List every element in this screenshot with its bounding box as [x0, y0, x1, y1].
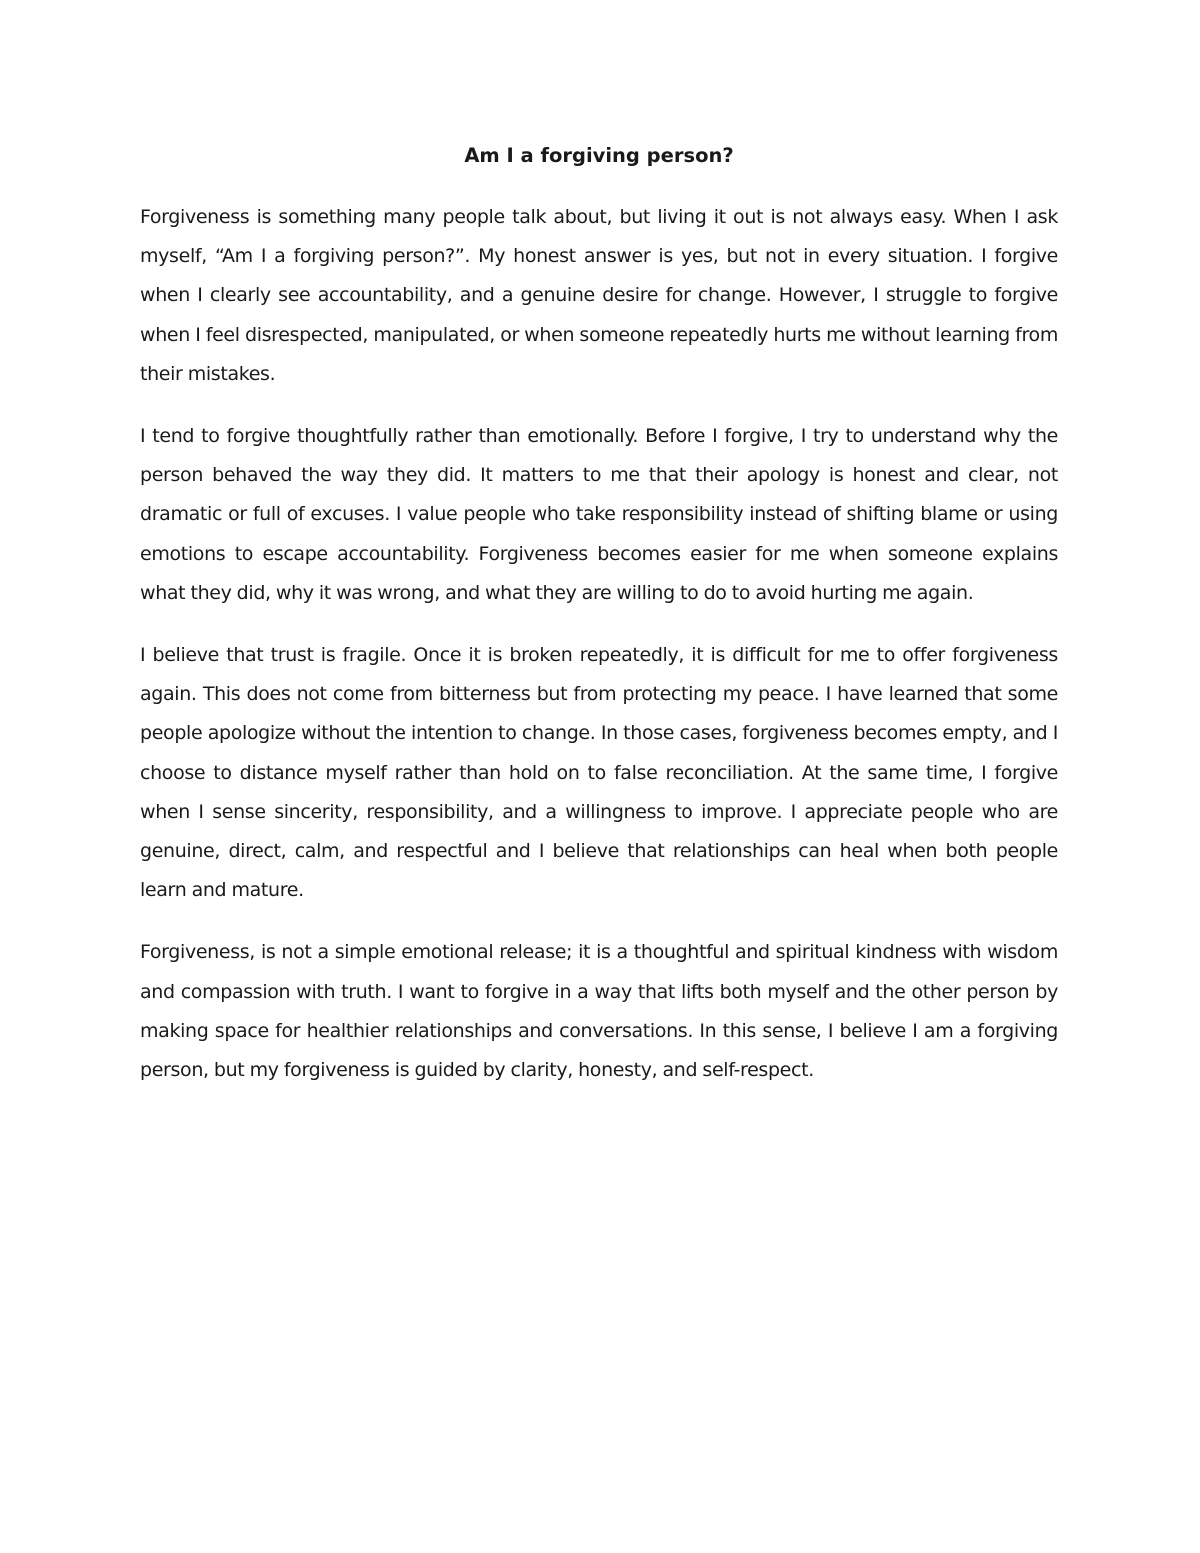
- document-title: Am I a forgiving person?: [464, 144, 734, 167]
- paragraph-1: Forgiveness is something many people talk about, but living it out is not always easy. When I ask myself, “Am I a forgiving person?”. My honest answer is yes, but not in every situation. I forgive when I clearly see accountability, and a genuine desire for change. However, I struggle to forgive when I feel disrespected, manipulated, or when someone repeatedly hurts me without learning from their mistakes.: [140, 206, 1058, 385]
- paragraph-4: Forgiveness, is not a simple emotional release; it is a thoughtful and spiritual kindness with wisdom and compassion with truth. I want to forgive in a way that lifts both myself and the other person by making space for healthier relationships and conversations. In this sense, I believe I am a forgiving person, but my forgiveness is guided by clarity, honesty, and self-respect.: [140, 941, 1058, 1082]
- document-body: [140, 140, 1058, 1113]
- paragraph-2: I tend to forgive thoughtfully rather than emotionally. Before I forgive, I try to understand why the person behaved the way they did. It matters to me that their apology is honest and clear, not dramatic or full of excuses. I value people who take responsibility instead of shifting blame or using emotions to escape accountability. Forgiveness becomes easier for me when someone explains what they did, why it was wrong, and what they are willing to do to avoid hurting me again.: [140, 425, 1058, 604]
- paragraph-3: I believe that trust is fragile. Once it is broken repeatedly, it is difficult for me to offer forgiveness again. This does not come from bitterness but from protecting my peace. I have learned that some people apologize without the intention to change. In those cases, forgiveness becomes empty, and I choose to distance myself rather than hold on to false reconciliation. At the same time, I forgive when I sense sincerity, responsibility, and a willingness to improve. I appreciate people who are genuine, direct, calm, and respectful and I believe that relationships can heal when both people learn and mature.: [140, 644, 1058, 902]
